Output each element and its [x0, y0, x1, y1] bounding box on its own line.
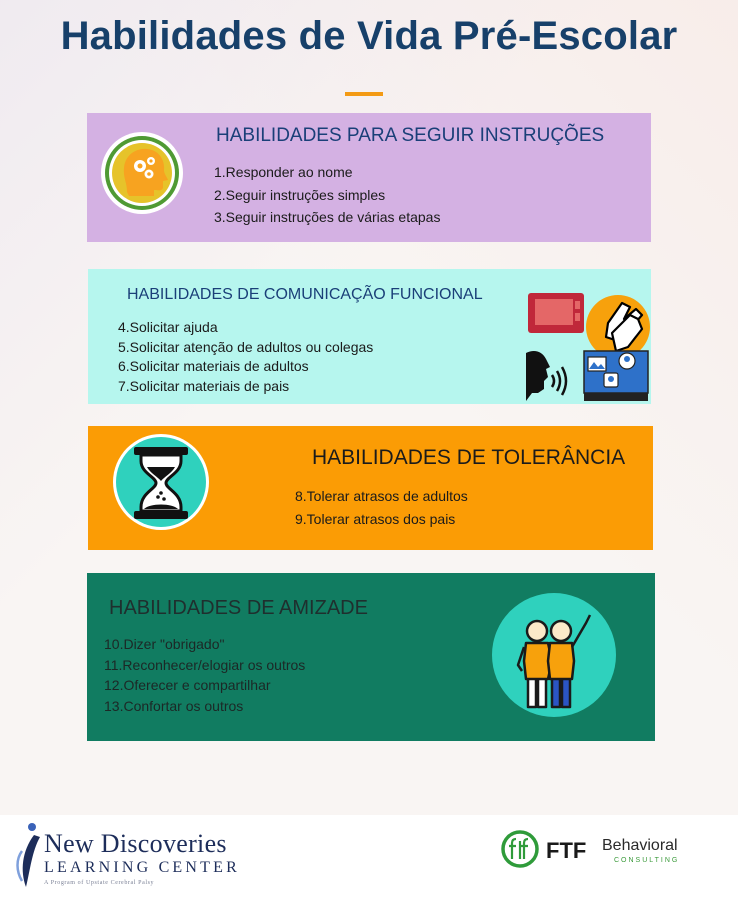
two-friends-icon — [492, 593, 616, 717]
list-item: 1.Responder ao nome — [214, 164, 353, 180]
ftf-name: FTF — [546, 838, 587, 863]
instructions-list — [214, 161, 440, 229]
friendship-list — [104, 634, 305, 716]
list-item: 3.Seguir instruções de várias etapas — [214, 209, 441, 225]
ftf-behavioral-word: Behavioral — [602, 837, 678, 854]
tolerance-card — [88, 426, 653, 550]
logo-line2: LEARNING CENTER — [44, 859, 240, 876]
list-item: 8.Tolerar atrasos de adultos — [295, 488, 468, 504]
list-item: 2.Seguir instruções simples — [214, 186, 386, 203]
footer — [0, 815, 738, 904]
brain-gears-icon — [99, 130, 185, 216]
friendship-card — [87, 573, 655, 741]
page-title: Habilidades de Vida Pré-Escolar — [60, 14, 678, 58]
tolerance-list — [295, 485, 468, 531]
logo-line1: New Discoveries — [44, 829, 227, 858]
logo-swoosh-icon — [12, 821, 42, 891]
instructions-card — [87, 113, 651, 242]
list-item: 12.Oferecer e compartilhar — [104, 677, 271, 693]
list-item: 13.Confortar os outros — [104, 697, 244, 714]
friendship-heading: HABILIDADES DE AMIZADE — [109, 597, 368, 619]
list-item: 7.Solicitar materiais de pais — [118, 377, 290, 394]
communication-collage-icon — [526, 289, 650, 403]
logo-line3: A Program of Upstate Cerebral Palsy — [44, 880, 155, 886]
list-item: 11.Reconhecer/elogiar os outros — [104, 656, 306, 673]
communication-heading: HABILIDADES DE COMUNICAÇÃO FUNCIONAL — [127, 286, 483, 303]
ftf-circle-icon — [500, 829, 540, 869]
hourglass-icon — [112, 433, 210, 531]
list-item: 9.Tolerar atrasos dos pais — [295, 511, 456, 527]
list-item: 4.Solicitar ajuda — [118, 319, 218, 335]
communication-list — [118, 318, 373, 396]
ftf-behavioral-logo — [500, 829, 710, 875]
list-item: 5.Solicitar atenção de adultos ou colegas — [118, 338, 374, 355]
instructions-heading: HABILIDADES PARA SEGUIR INSTRUÇÕES — [216, 125, 605, 146]
communication-card — [88, 269, 651, 404]
ftf-consulting-word: CONSULTING — [614, 857, 680, 864]
new-discoveries-logo — [12, 821, 262, 891]
list-item: 10.Dizer "obrigado" — [104, 636, 225, 652]
list-item: 6.Solicitar materiais de adultos — [118, 358, 309, 374]
title-underline — [345, 92, 383, 96]
tolerance-heading: HABILIDADES DE TOLERÂNCIA — [312, 446, 626, 469]
